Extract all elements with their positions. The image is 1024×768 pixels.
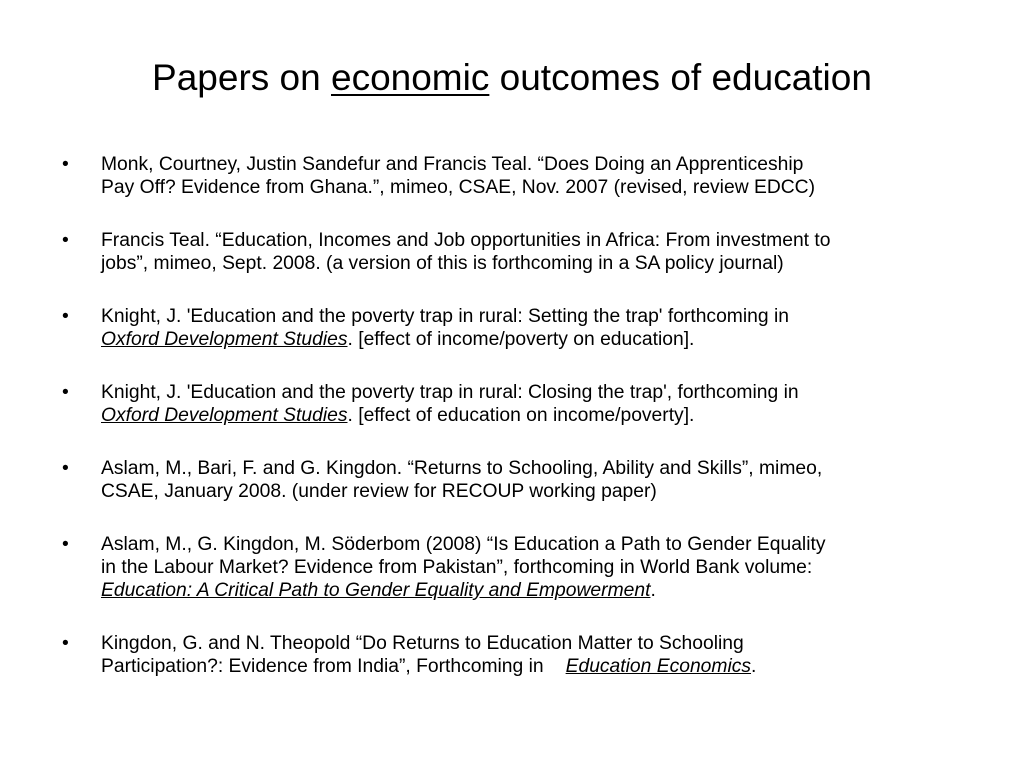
journal-title: Education Economics: [565, 656, 752, 677]
reference-line: Knight, J. 'Education and the poverty trap in rural: Setting the trap' forthcoming in: [101, 306, 789, 327]
reference-line: [101, 655, 982, 678]
slide-title: [0, 56, 1024, 100]
reference-item-2: [62, 229, 982, 275]
bullet-icon: •: [62, 154, 69, 175]
journal-title: Oxford Development Studies: [101, 405, 348, 426]
reference-line: Monk, Courtney, Justin Sandefur and Francis Teal. “Does Doing an Apprenticeship: [101, 154, 804, 175]
bullet-icon: •: [62, 534, 69, 555]
reference-item-6: [62, 533, 982, 602]
title-text-after: outcomes of education: [489, 57, 872, 98]
reference-item-7: [62, 632, 982, 678]
reference-item-5: [62, 457, 982, 503]
reference-line: [101, 404, 982, 427]
reference-line: [101, 579, 982, 602]
reference-line: [101, 328, 982, 351]
bullet-icon: •: [62, 633, 69, 654]
reference-punctuation: .: [751, 656, 757, 677]
reference-line: Knight, J. 'Education and the poverty trap in rural: Closing the trap', forthcoming in: [101, 382, 799, 403]
reference-text: Participation?: Evidence from India”, Forthcoming in: [101, 656, 544, 677]
title-emphasis: economic: [331, 57, 490, 98]
bullet-icon: •: [62, 230, 69, 251]
reference-line: Pay Off? Evidence from Ghana.”, mimeo, CSAE, Nov. 2007 (revised, review EDCC): [101, 177, 816, 198]
reference-item-3: [62, 305, 982, 351]
reference-line: Aslam, M., Bari, F. and G. Kingdon. “Returns to Schooling, Ability and Skills”, mimeo,: [101, 458, 823, 479]
title-text-before: Papers on: [152, 57, 331, 98]
reference-line: Francis Teal. “Education, Incomes and Job opportunities in Africa: From investment to: [101, 230, 831, 251]
journal-title: Oxford Development Studies: [101, 329, 348, 350]
reference-note: . [effect of income/poverty on education].: [347, 329, 695, 350]
reference-list: [62, 153, 982, 678]
reference-item-1: [62, 153, 982, 199]
bullet-icon: •: [62, 382, 69, 403]
bullet-icon: •: [62, 306, 69, 327]
reference-line: jobs”, mimeo, Sept. 2008. (a version of this is forthcoming in a SA policy journal): [101, 253, 784, 274]
reference-line: CSAE, January 2008. (under review for RECOUP working paper): [101, 481, 657, 502]
reference-item-4: [62, 381, 982, 427]
book-title: Education: A Critical Path to Gender Equality and Empowerment: [101, 580, 651, 601]
reference-line: Kingdon, G. and N. Theopold “Do Returns to Education Matter to Schooling: [101, 633, 744, 654]
reference-line: in the Labour Market? Evidence from Pakistan”, forthcoming in World Bank volume:: [101, 557, 813, 578]
reference-line: Aslam, M., G. Kingdon, M. Söderbom (2008) “Is Education a Path to Gender Equality: [101, 534, 826, 555]
reference-punctuation: .: [650, 580, 656, 601]
reference-note: . [effect of education on income/poverty].: [347, 405, 695, 426]
bullet-icon: •: [62, 458, 69, 479]
